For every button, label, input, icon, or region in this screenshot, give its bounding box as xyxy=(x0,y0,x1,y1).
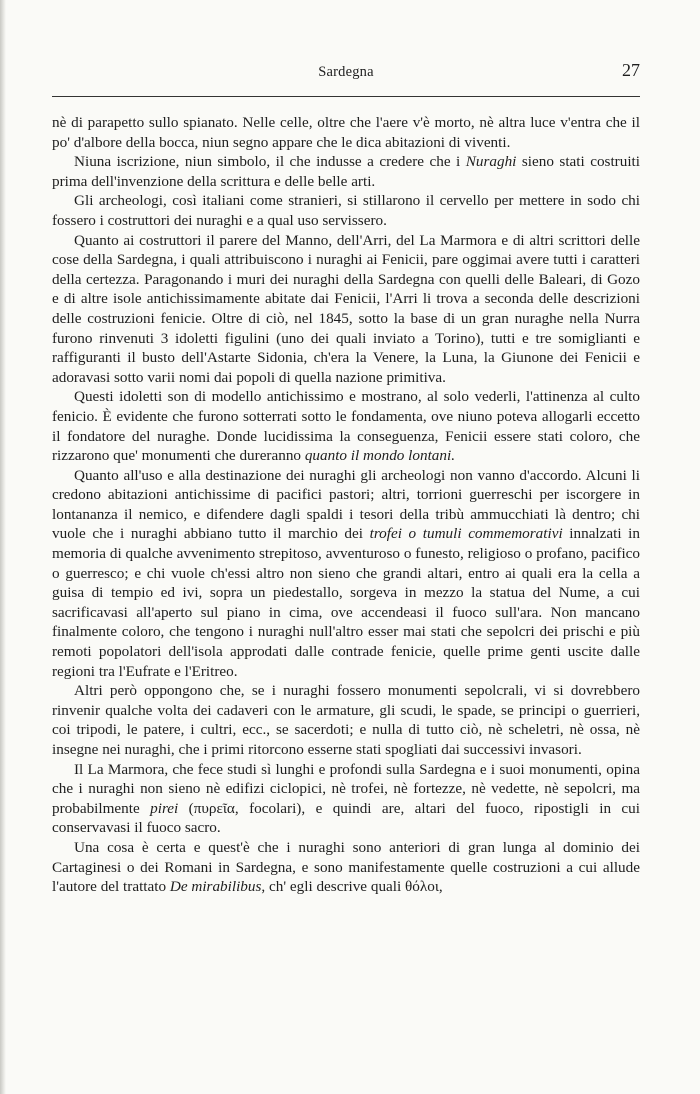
paragraph-text: nè di parapetto sullo spianato. Nelle celle, oltre che l'aere v'è morto, nè altra luce v'entra che il po' d'albore della bocca, niun segno appare che le dica abitazioni di viventi. xyxy=(52,114,640,151)
paragraph-text: Altri però oppongono che, se i nuraghi fossero monumenti sepolcrali, vi si dovrebbero rinvenir qualche volta dei cadaveri con le armature, gli scudi, le spade, se principi o guerrieri, coi tripodi, le patere, i cultri, ecc., se sacerdoti; e nulla di tutto ciò, nè scheletri, nè ossa, nè insegne nei nuraghi, che i primi ritorcono esserne stati spogliati dai successivi invasori. xyxy=(52,682,640,758)
paragraph xyxy=(52,387,640,465)
paragraph xyxy=(52,152,640,191)
paragraph xyxy=(52,838,640,897)
page-header xyxy=(52,60,640,90)
paragraph-text: Quanto all'uso e alla destinazione dei nuraghi gli archeologi non vanno d'accordo. Alcuni li credono abitazioni antichissime di pacifici pastori; altri, torrioni guerreschi per iscorgere in lontananza il nemico, e difendere dagli spaldi i tesori della tribù ammucchiati là dentro; chi vuole che i nuraghi abbiano tutto il marchio dei xyxy=(52,466,640,543)
paragraph-text: sieno stati costruiti prima dell'invenzione della scrittura e delle belle arti. xyxy=(52,153,640,190)
header-rule xyxy=(52,96,640,97)
italic-text: quanto il mondo lontani. xyxy=(304,447,456,465)
paragraph-text: Gli archeologi, così italiani come stranieri, si stillarono il cervello per mettere in sodo chi fossero i costruttori dei nuraghi e a qual uso servissero. xyxy=(52,192,640,229)
italic-text: pirei xyxy=(150,799,179,817)
paragraph-text: Questi idoletti son di modello antichissimo e mostrano, al solo vederli, l'attinenza al culto fenicio. È evidente che furono sotterrati sotto le fondamenta, ove niuno poteva allogarli eccetto il fondatore del nuraghe. Donde lucidissima la conseguenza, Fenicii essere stati coloro, che rizzarono que' monumenti che dureranno xyxy=(52,388,640,465)
paragraph-text: Una cosa è certa e quest'è che i nuraghi sono anteriori di gran lunga al dominio dei Cartaginesi o dei Romani in Sardegna, e sono manifestamente quelle costruzioni a cui allude l'autore del trattato xyxy=(52,838,640,896)
paragraph-text: innalzati in memoria di qualche avvenimento strepitoso, avventuroso o funesto, religioso o profano, pacifico o guerresco; e chi vuole ch'essi altro non sieno che grandi altari, entro ai quali era la cella a guisa di tempio ed ivi, sopra un piedestallo, sorgeva in mezzo la statua del Nume, a cui sacrificavasi all'aperto sul piano in cima, ove accendeasi il fuoco sull'ara. Non mancano finalmente coloro, che tengono i nuraghi null'altro esser mai stati che sepolcri dei prischi e più remoti popolatori dell'isola approdati dalle contrade fenicie, quelle prime genti uscite dalle regioni tra l'Eufrate e l'Eritreo. xyxy=(52,525,640,680)
paragraph xyxy=(52,760,640,838)
paragraph-text: Il La Marmora, che fece studi sì lunghi e profondi sulla Sardegna e i suoi monumenti, opina che i nuraghi non sieno nè edifizi ciclopici, nè trofei, nè fortezze, nè vedette, nè sepolcri, ma probabilmente xyxy=(52,760,640,817)
paragraph xyxy=(52,191,640,230)
body-text xyxy=(52,113,640,897)
italic-text: De mirabilibus xyxy=(169,878,262,896)
paragraph xyxy=(52,681,640,759)
paragraph xyxy=(52,231,640,388)
italic-text: trofei o tumuli commemorativi xyxy=(369,525,563,543)
page-number: 27 xyxy=(622,60,640,80)
italic-text: Nuraghi xyxy=(465,153,517,171)
paragraph xyxy=(52,113,640,152)
running-title: Sardegna xyxy=(318,64,374,80)
paragraph xyxy=(52,466,640,682)
paragraph-text: Quanto ai costruttori il parere del Manno, dell'Arri, del La Marmora e di altri scrittori delle cose della Sardegna, i quali attribuiscono i nuraghi ai Fenicii, pare oggimai avere tutti i caratteri della certezza. Paragonando i muri dei nuraghi della Sardegna con quelli delle Baleari, di Gozo e di altre isole antichissimamente abitate dai Fenicii, l'Arri li trova a seconda delle descrizioni delle costruzioni fenicie. Oltre di ciò, nel 1845, sotto la base di un gran nuraghe nella Nurra furono rinvenuti 3 idoletti figulini (uno dei quali inviato a Torino), tutti e tre somiglianti e raffiguranti il busto dell'Astarte Sidonia, ch'era la Venere, la Luna, la Giunone dei Fenicii e adoravasi sotto varii nomi dai popoli di quella nazione primitiva. xyxy=(52,231,640,386)
paragraph-text: Niuna iscrizione, niun simbolo, il che indusse a credere che i xyxy=(74,153,466,171)
binding-shadow xyxy=(0,0,6,1094)
paragraph-text: , ch' egli descrive quali θόλοι, xyxy=(261,878,443,896)
paragraph-text: (πυρεῖα, focolari), e quindi are, altari del fuoco, ripostigli in cui conservavasi il fuoco sacro. xyxy=(52,799,640,837)
